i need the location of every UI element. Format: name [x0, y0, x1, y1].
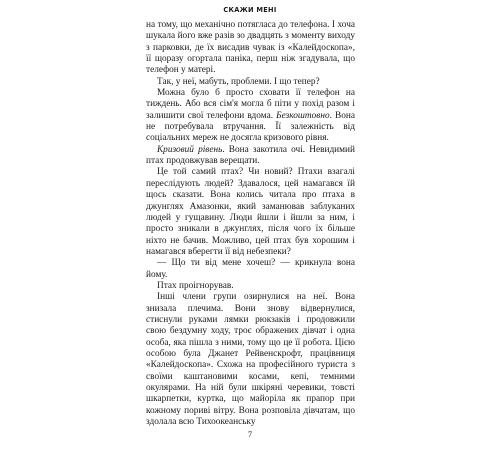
text-run: . Вона не потребувала втручання. Її залежність від соціальних мереж не досягла кризового рівня.: [146, 110, 355, 144]
paragraph: Птах проігнорував.: [157, 280, 234, 291]
paragraph: [146, 88, 355, 145]
paragraph: на тому, що механічно потягласа до телефона. І хоча шукала його вже разів зо двадцять з моменту виходу з парковки, де їх висадив чувак із «Калейдоскопа», її щоразу огортала паніка, перш ніж згадувала, що телефон у матері.: [146, 20, 355, 76]
page-number: 7: [247, 429, 253, 439]
italic-run: Безкоштовно: [276, 110, 330, 121]
text-run: . Вона закотила очі. Невидимий птах продовжував верещати.: [146, 144, 355, 167]
paragraph: — Що ти від мене хочеш? — крикнула вона йому.: [146, 258, 355, 280]
running-head: СКАЖИ МЕНІ: [223, 6, 277, 14]
paragraph: [146, 145, 355, 168]
text-run: Можна було б просто сховати її телефон на тиждень. Або вся сім'я могла б піти у похід разом і залишити свої телефони вдома.: [146, 88, 355, 121]
paragraph: Так, у неї, мабуть, проблеми. І що тепер?: [157, 76, 320, 87]
body-text: [146, 20, 355, 428]
italic-run: Кризовий рівень: [157, 144, 223, 155]
paragraph: Інші члени групи озирнулися на неї. Вона знизала плечима. Вони знову відвернулися, стиснули руками лямки рюкзаків і продовжили свою бездумну ходу, троє ображених дівчат і одна особа, яка пішла з ними, тому що це її робота. Цією особою була Джанет Рейвенскрофт, працівниця «Калейдоскопа». Схожа на професійного туриста з своїми каштановими косами, кепі, темними окулярами. На ній були шкіряні черевики, товсті шкарпетки, куртка, що майоріла як прапор при кожному пориві вітру. Вона розповіла дівчатам, що здолала всю Тихоокеанську: [146, 292, 355, 428]
paragraph: Це той самий птах? Чи новий? Птахи взагалі переслідують людей? Здавалося, цей намагався їй щось сказати. Вона колись читала про птаха в джунглях Амазонки, який заманював заблуканих людей у гущавину. Люди йшли і йшли за ним, і просто зникали в джунглях, після чого їх більше ніхто не бачив. Можливо, цей птах був хорошим і намагався вберегти її від небезпеки?: [146, 167, 355, 257]
